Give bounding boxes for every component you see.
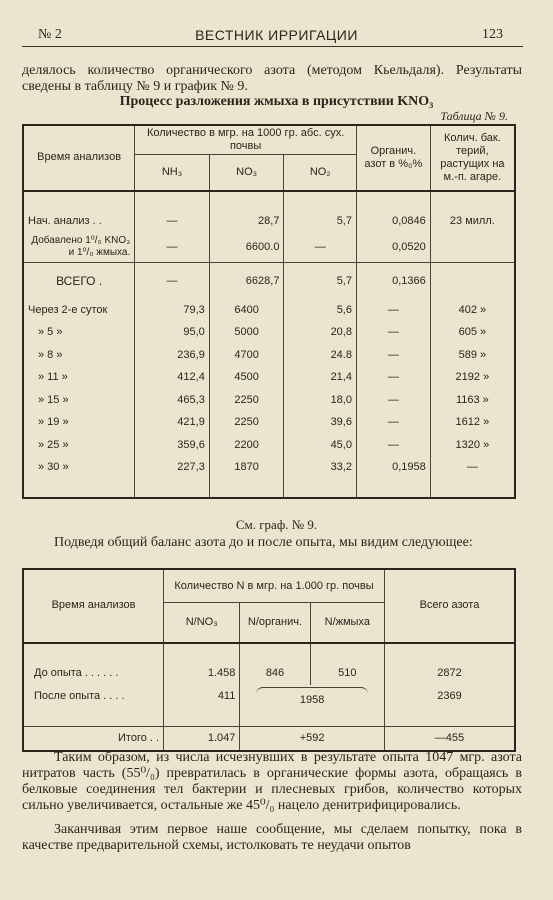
issue-number: № 2 xyxy=(38,27,62,42)
col-header-organic: Органич. азот в %₀% xyxy=(356,125,430,191)
col-header-amount: Количество N в мгр. на 1.000 гр. почвы xyxy=(164,569,385,603)
col-header-bacteria: Колич. бак. терий, растущих на м.-п. агаре. xyxy=(430,125,515,191)
col-header-total: Всего азота xyxy=(384,569,515,643)
col-header-zh: N/жмыха xyxy=(310,603,384,643)
col-header-org: N/органич. xyxy=(240,603,310,643)
table-row: Итого . . 1.047 +592 —455 xyxy=(23,726,515,751)
table-row: Добавлено 1⁰/₀ KNO₃ и 1⁰/₀ жмыха. — 6600.0 — 0,0520 xyxy=(23,232,515,263)
table-row: После опыта . . . . 411 1958 2369 xyxy=(23,685,515,708)
col-header-nh3: NH₃ xyxy=(135,155,210,191)
table-row: Через 2-е суток 79,3 6400 5,6 — 402 » xyxy=(23,299,515,322)
header-rule xyxy=(22,46,523,47)
table9-number: Таблица № 9. xyxy=(440,109,508,123)
graph-reference: См. граф. № 9. xyxy=(235,517,318,532)
brace-line xyxy=(256,687,368,694)
table-row: До опыта . . . . . . 1.458 846 510 2872 xyxy=(23,662,515,685)
intro-paragraph: делялось количество органического азота (методом Кьельдаля). Результаты сведены в таблицу № 9 и график № 9. xyxy=(22,63,522,94)
table-row: » 5 » 95,0 5000 20,8 — 605 » xyxy=(23,321,515,344)
table-row: » 30 » 227,3 1870 33,2 0,1958 — xyxy=(23,456,515,479)
table-row: » 19 » 421,9 2250 39,6 — 1612 » xyxy=(23,411,515,434)
col-header-time: Время анализов xyxy=(23,125,135,191)
table-row: » 15 » 465,3 2250 18,0 — 1163 » xyxy=(23,389,515,412)
table9-title: Процесс разложения жмыха в присутствии KNO₃ xyxy=(119,94,434,109)
col-header-no3: N/NO₃ xyxy=(164,603,240,643)
page-header xyxy=(20,27,533,47)
page-number: 123 xyxy=(482,27,503,42)
table9-body xyxy=(23,191,515,498)
col-header-no3: NO₃ xyxy=(209,155,284,191)
table-row: » 11 » 412,4 4500 21,4 — 2192 » xyxy=(23,366,515,389)
outro-paragraph-1: Таким образом, из числа исчезнувших в результате опыта 1047 мгр. азота нитратов часть (55⁰/₀) превратилась в органические формы азота, обращаясь в белковые соединения тел бактерии и плесневых грибов, количество которых сильно увеличивается, остальные же 45⁰/₀ нацело денитрифицировались. xyxy=(22,750,522,813)
table-row: Нач. анализ . . — 28,7 5,7 0,0846 23 милл. xyxy=(23,210,515,233)
mid-paragraph: Подведя общий баланс азота до и после опыта, мы видим следующее: xyxy=(54,535,473,550)
table-nitrogen-decomposition xyxy=(22,124,516,499)
col-header-amount: Количество в мгр. на 1000 гр. абс. сух. почвы xyxy=(135,125,357,155)
table-row: ВСЕГО . — 6628,7 5,7 0,1366 xyxy=(23,263,515,299)
journal-title: ВЕСТНИК ИРРИГАЦИИ xyxy=(195,27,358,43)
table-row: » 25 » 359,6 2200 45,0 — 1320 » xyxy=(23,434,515,457)
col-header-time: Время анализов xyxy=(23,569,164,643)
outro-paragraph-2: Заканчивая этим первое наше сообщение, мы сделаем попытку, пока в качестве предварительной схемы, истолковать те неудачи опытов xyxy=(22,822,522,853)
table-nitrogen-balance xyxy=(22,568,516,752)
table-row: » 8 » 236,9 4700 24.8 — 589 » xyxy=(23,344,515,367)
col-header-no2: NO₂ xyxy=(284,155,357,191)
